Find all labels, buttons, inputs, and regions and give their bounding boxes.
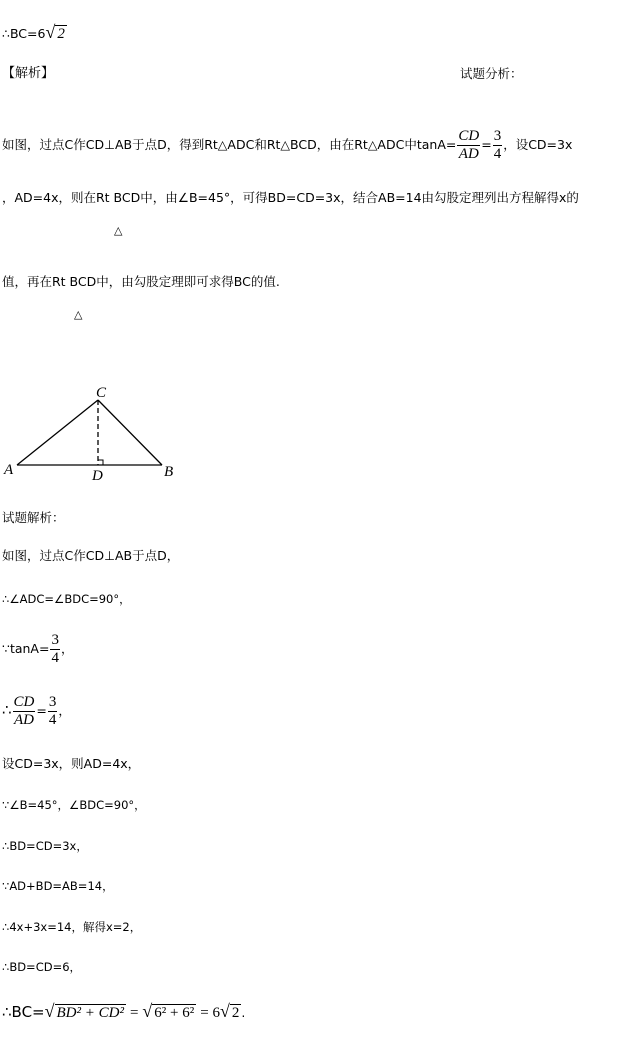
triangle-mark: △	[114, 224, 123, 237]
solution-step-5: 设CD=3x，则AD=4x，	[2, 756, 141, 771]
para1-text: 如图，过点C作CD⊥AB于点D，得到Rt△ADC和Rt△BCD，由在Rt△ADC中tanA=	[2, 137, 457, 152]
solution-step-7: ∴BD=CD=3x，	[2, 839, 88, 853]
bracket-label: 【解析】	[2, 66, 55, 81]
para1-text-2: ，设CD=3x	[503, 137, 573, 152]
solution-step-9: ∴4x+3x=14，解得x=2，	[2, 920, 142, 934]
solution-step-11: ∴BC=√ BD² + CD² = √ 6² + 6² = 6√ 2 .	[2, 1001, 246, 1021]
sqrt-62-62: √ 6² + 6²	[142, 1001, 195, 1021]
analysis-para-1: 如图，过点C作CD⊥AB于点D，得到Rt△ADC和Rt△BCD，由在Rt△ADC中tanA= $\frac{CD}{AD}$ = $\frac{3}{4}$ ，设CD=3x	[2, 128, 573, 162]
side-cb	[98, 400, 162, 465]
label-c: C	[96, 385, 107, 401]
fraction-3-4: $\frac{3}{4}$	[48, 694, 57, 728]
fraction-cd-ad: $\frac{CD}{AD}$	[13, 694, 35, 728]
answer-line	[2, 24, 67, 42]
solution-step-6: ∵∠B=45°，∠BDC=90°，	[2, 798, 146, 812]
solution-heading: 试题解析：	[2, 510, 65, 525]
triangle-mark: △	[74, 308, 83, 321]
analysis-para-3: 值，再在Rt BCD中，由勾股定理即可求得BC的值.	[2, 274, 280, 289]
solution-step-10: ∴BD=CD=6，	[2, 960, 82, 974]
triangle-figure	[0, 384, 190, 484]
sqrt-bd2-cd2: √ BD² + CD²	[44, 1001, 124, 1021]
solution-step-2: ∴∠ADC=∠BDC=90°，	[2, 592, 131, 606]
answer-prefix: ∴BC=6	[2, 26, 46, 41]
label-a: A	[4, 462, 14, 478]
analysis-para-2: ，AD=4x，则在Rt BCD中，由∠B=45°，可得BD=CD=3x，结合AB=14由勾股定理列出方程解得x的	[2, 190, 579, 205]
label-b: B	[164, 464, 174, 480]
label-d: D	[92, 468, 103, 484]
fraction-cd-ad: $\frac{CD}{AD}$	[458, 128, 480, 162]
solution-step-4: ∴ $\frac{CD}{AD}$ = $\frac{3}{4}$ ，	[2, 694, 71, 728]
right-angle-mark	[98, 460, 103, 465]
fraction-3-4: $\frac{3}{4}$	[493, 128, 502, 162]
side-ac	[17, 400, 98, 465]
solution-step-3: ∵tanA= $\frac{3}{4}$ ，	[2, 632, 74, 666]
solution-step-1: 如图，过点C作CD⊥AB于点D，	[2, 548, 180, 563]
analysis-heading: 试题分析：	[460, 66, 523, 81]
solution-step-8: ∵AD+BD=AB=14，	[2, 879, 114, 893]
fraction-3-4: $\frac{3}{4}$	[51, 632, 59, 666]
sqrt-2: √ 2	[45, 22, 65, 42]
sqrt-2: √ 2	[219, 1001, 240, 1021]
